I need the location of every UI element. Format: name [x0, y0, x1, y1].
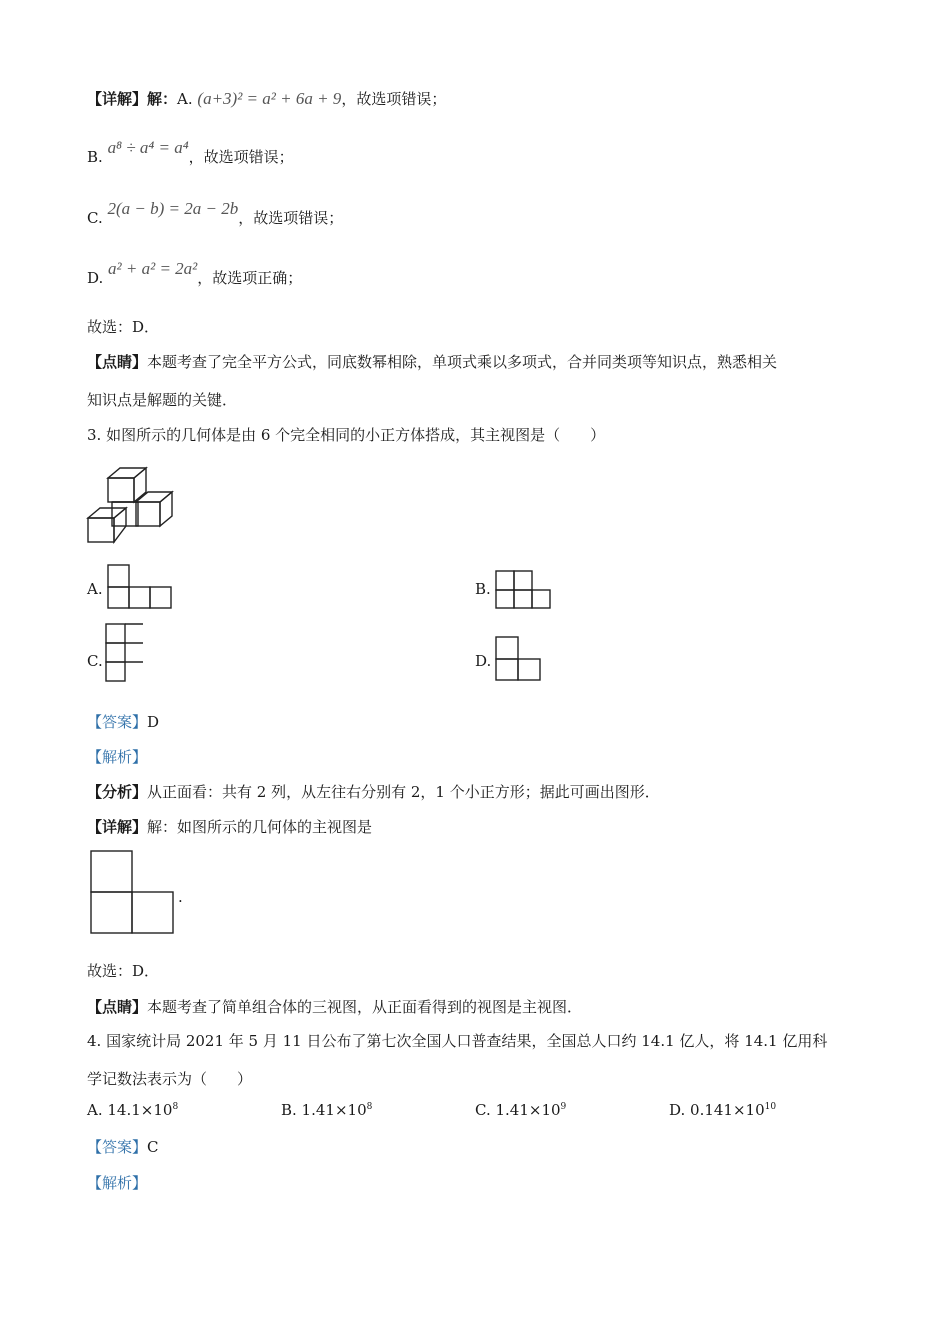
q4-option-d-text: D. 0.141×10 [669, 1101, 765, 1119]
q3-option-d-label[interactable]: D. [475, 652, 492, 670]
comment-a: ，故选项错误； [341, 90, 447, 108]
comment-d: ，故选项正确； [197, 269, 303, 287]
q4-option-b-text: B. 1.41×10 [281, 1101, 367, 1119]
choice-q3: 故选：D． [87, 962, 160, 980]
comment-tag: 【点睛】 [87, 353, 148, 371]
detail-c-line [87, 199, 344, 228]
option-b-label: B. [87, 148, 103, 166]
q4-option-c-text: C. 1.41×10 [475, 1101, 561, 1119]
q4-option-c[interactable] [475, 1101, 566, 1119]
detail-b-line [87, 138, 294, 167]
q3-option-b-label[interactable]: B. [475, 580, 491, 598]
answer-value: D [147, 713, 160, 731]
detail-tag: 【详解】解： [87, 90, 178, 108]
q3-answer [87, 711, 159, 732]
detail-d-line [87, 259, 303, 288]
question-3: 3. 如图所示的几何体是由 6 个完全相同的小正方体搭成，其主视图是（ ） [87, 426, 606, 444]
q3-option-a-figure[interactable] [107, 564, 173, 610]
cube-top-side [134, 468, 146, 502]
cube-mid-left [112, 502, 138, 526]
cube-front [88, 518, 114, 542]
q3-detail-line [87, 816, 372, 837]
comment-q2-line1 [87, 351, 777, 372]
q4-option-b-exp: 8 [366, 1102, 373, 1112]
q4-analysis-tag: 【解析】 [87, 1174, 148, 1192]
formula-c: 2(a − b) = 2a − 2b [107, 199, 239, 218]
answer-tag: 【答案】 [87, 713, 148, 731]
detail-a-line [87, 88, 446, 109]
q3-solution-period: . [178, 888, 183, 906]
q3-solution-figure [90, 850, 178, 936]
cube-figure [86, 466, 176, 546]
q3-analysis-tag: 【解析】 [87, 748, 148, 766]
q4-option-a-exp: 8 [172, 1102, 179, 1112]
comment-q2-line2: 知识点是解题的关键． [87, 391, 238, 409]
q3-option-d-figure[interactable] [495, 636, 543, 682]
q4-answer-tag: 【答案】 [87, 1138, 148, 1156]
analyze-text: 从正面看：共有 2 列，从左往右分别有 2，1 个小正方形；据此可画出图形． [147, 783, 660, 801]
q3-option-c-figure[interactable] [105, 623, 145, 683]
comment-q3 [87, 996, 582, 1017]
option-a-label: A. [177, 90, 193, 108]
q3-option-a-label[interactable]: A. [87, 580, 103, 598]
q4-option-b[interactable] [281, 1101, 372, 1119]
question-4-line1: 4. 国家统计局 2021 年 5 月 11 日公布了第七次全国人口普查结果，全国总人口约 14.1 亿人，将 14.1 亿用科 [87, 1032, 828, 1050]
q4-option-c-exp: 9 [560, 1102, 567, 1112]
formula-d: a² + a² = 2a² [108, 259, 198, 278]
comment-text-q3: 本题考查了简单组合体的三视图，从正面看得到的视图是主视图． [147, 998, 583, 1016]
q4-answer [87, 1136, 159, 1157]
question-4-line2: 学记数法表示为（ ） [87, 1070, 253, 1088]
q4-option-a[interactable] [87, 1101, 178, 1119]
q4-answer-value: C [147, 1138, 159, 1156]
option-d-label: D. [87, 269, 104, 287]
comment-tag-q3: 【点睛】 [87, 998, 148, 1016]
detail-text-q3: 解：如图所示的几何体的主视图是 [147, 818, 373, 836]
formula-a: (a+3)² = a² + 6a + 9 [197, 89, 342, 108]
q3-option-b-figure[interactable] [495, 570, 553, 610]
formula-b: a⁸ ÷ a⁴ = a⁴ [107, 138, 189, 157]
q4-option-d-exp: 10 [764, 1102, 777, 1112]
comment-text: 本题考查了完全平方公式，同底数幂相除，单项式乘以多项式，合并同类项等知识点，熟悉相关 [147, 353, 778, 371]
cube-top-front [108, 478, 134, 502]
option-c-label: C. [87, 209, 103, 227]
comment-c: ，故选项错误； [238, 209, 344, 227]
cube-mid-right [136, 502, 160, 526]
comment-b: ，故选项错误； [188, 148, 294, 166]
q4-option-d[interactable] [669, 1101, 776, 1119]
detail-tag-q3: 【详解】 [87, 818, 148, 836]
q3-option-c-label[interactable]: C. [87, 652, 103, 670]
q4-option-a-text: A. 14.1×10 [87, 1101, 173, 1119]
analyze-tag: 【分析】 [87, 783, 148, 801]
q3-analyze-line [87, 781, 660, 802]
choice-q2: 故选：D． [87, 318, 160, 336]
